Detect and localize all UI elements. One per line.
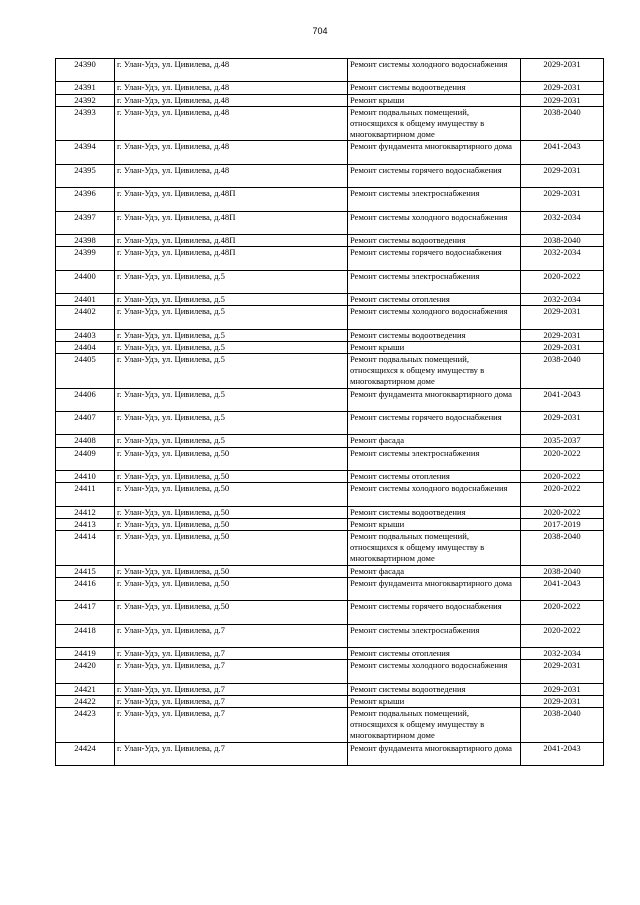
period-cell: 2020-2022: [521, 483, 604, 506]
row-id-cell: 24395: [56, 164, 115, 187]
address-cell: г. Улан-Удэ, ул. Цивилева, д.48: [115, 82, 348, 94]
row-id-cell: 24409: [56, 447, 115, 470]
address-cell: г. Улан-Удэ, ул. Цивилева, д.7: [115, 624, 348, 647]
period-cell: 2020-2022: [521, 506, 604, 518]
work-type-cell: Ремонт системы электроснабжения: [348, 270, 521, 293]
row-id-cell: 24416: [56, 577, 115, 600]
row-id-cell: 24424: [56, 742, 115, 765]
period-cell: 2020-2022: [521, 601, 604, 624]
address-cell: г. Улан-Удэ, ул. Цивилева, д.7: [115, 707, 348, 742]
table-row: [56, 624, 604, 647]
address-cell: г. Улан-Удэ, ул. Цивилева, д.5: [115, 435, 348, 447]
work-type-cell: Ремонт подвальных помещений, относящихся к общему имуществу в многоквартирном доме: [348, 707, 521, 742]
table-row: [56, 293, 604, 305]
period-cell: 2041-2043: [521, 577, 604, 600]
address-cell: г. Улан-Удэ, ул. Цивилева, д.50: [115, 506, 348, 518]
period-cell: 2029-2031: [521, 59, 604, 82]
table-row: [56, 164, 604, 187]
row-id-cell: 24411: [56, 483, 115, 506]
work-type-cell: Ремонт крыши: [348, 341, 521, 353]
period-cell: 2020-2022: [521, 624, 604, 647]
period-cell: 2041-2043: [521, 141, 604, 164]
address-cell: г. Улан-Удэ, ул. Цивилева, д.48П: [115, 247, 348, 270]
table-row: [56, 188, 604, 211]
row-id-cell: 24408: [56, 435, 115, 447]
address-cell: г. Улан-Удэ, ул. Цивилева, д.5: [115, 411, 348, 434]
period-cell: 2020-2022: [521, 270, 604, 293]
period-cell: 2041-2043: [521, 388, 604, 411]
address-cell: г. Улан-Удэ, ул. Цивилева, д.48П: [115, 211, 348, 234]
work-type-cell: Ремонт фасада: [348, 565, 521, 577]
row-id-cell: 24415: [56, 565, 115, 577]
table-row: [56, 506, 604, 518]
table-row: [56, 94, 604, 106]
work-type-cell: Ремонт фасада: [348, 435, 521, 447]
work-type-cell: Ремонт крыши: [348, 695, 521, 707]
work-type-cell: Ремонт крыши: [348, 94, 521, 106]
row-id-cell: 24397: [56, 211, 115, 234]
period-cell: 2035-2037: [521, 435, 604, 447]
table-row: [56, 683, 604, 695]
table-row: [56, 530, 604, 565]
table-row: [56, 470, 604, 482]
address-cell: г. Улан-Удэ, ул. Цивилева, д.50: [115, 483, 348, 506]
period-cell: 2029-2031: [521, 82, 604, 94]
work-type-cell: Ремонт фундамента многоквартирного дома: [348, 577, 521, 600]
address-cell: г. Улан-Удэ, ул. Цивилева, д.48: [115, 106, 348, 141]
row-id-cell: 24406: [56, 388, 115, 411]
address-cell: г. Улан-Удэ, ул. Цивилева, д.5: [115, 306, 348, 329]
work-type-cell: Ремонт системы холодного водоснабжения: [348, 306, 521, 329]
work-type-cell: Ремонт системы холодного водоснабжения: [348, 483, 521, 506]
period-cell: 2038-2040: [521, 530, 604, 565]
address-cell: г. Улан-Удэ, ул. Цивилева, д.48: [115, 94, 348, 106]
row-id-cell: 24421: [56, 683, 115, 695]
address-cell: г. Улан-Удэ, ул. Цивилева, д.7: [115, 742, 348, 765]
row-id-cell: 24413: [56, 518, 115, 530]
row-id-cell: 24402: [56, 306, 115, 329]
address-cell: г. Улан-Удэ, ул. Цивилева, д.5: [115, 293, 348, 305]
period-cell: 2020-2022: [521, 447, 604, 470]
row-id-cell: 24404: [56, 341, 115, 353]
row-id-cell: 24394: [56, 141, 115, 164]
address-cell: г. Улан-Удэ, ул. Цивилева, д.5: [115, 270, 348, 293]
table-row: [56, 247, 604, 270]
row-id-cell: 24401: [56, 293, 115, 305]
work-type-cell: Ремонт крыши: [348, 518, 521, 530]
work-type-cell: Ремонт системы отопления: [348, 470, 521, 482]
period-cell: 2038-2040: [521, 234, 604, 246]
work-type-cell: Ремонт подвальных помещений, относящихся к общему имуществу в многоквартирном доме: [348, 353, 521, 388]
work-type-cell: Ремонт фундамента многоквартирного дома: [348, 742, 521, 765]
row-id-cell: 24420: [56, 660, 115, 683]
row-id-cell: 24392: [56, 94, 115, 106]
table-row: [56, 211, 604, 234]
period-cell: 2029-2031: [521, 306, 604, 329]
work-type-cell: Ремонт подвальных помещений, относящихся к общему имуществу в многоквартирном доме: [348, 106, 521, 141]
period-cell: 2029-2031: [521, 188, 604, 211]
table-row: [56, 306, 604, 329]
work-type-cell: Ремонт фундамента многоквартирного дома: [348, 141, 521, 164]
period-cell: 2029-2031: [521, 329, 604, 341]
row-id-cell: 24403: [56, 329, 115, 341]
period-cell: 2032-2034: [521, 247, 604, 270]
row-id-cell: 24407: [56, 411, 115, 434]
address-cell: г. Улан-Удэ, ул. Цивилева, д.48П: [115, 234, 348, 246]
row-id-cell: 24393: [56, 106, 115, 141]
table-row: [56, 742, 604, 765]
row-id-cell: 24423: [56, 707, 115, 742]
address-cell: г. Улан-Удэ, ул. Цивилева, д.7: [115, 660, 348, 683]
table-row: [56, 707, 604, 742]
row-id-cell: 24418: [56, 624, 115, 647]
work-type-cell: Ремонт системы горячего водоснабжения: [348, 247, 521, 270]
period-cell: 2029-2031: [521, 94, 604, 106]
period-cell: 2029-2031: [521, 411, 604, 434]
table-row: [56, 388, 604, 411]
table-row: [56, 435, 604, 447]
row-id-cell: 24396: [56, 188, 115, 211]
table-row: [56, 270, 604, 293]
period-cell: 2032-2034: [521, 647, 604, 659]
address-cell: г. Улан-Удэ, ул. Цивилева, д.50: [115, 565, 348, 577]
address-cell: г. Улан-Удэ, ул. Цивилева, д.5: [115, 388, 348, 411]
work-type-cell: Ремонт системы холодного водоснабжения: [348, 59, 521, 82]
table-row: [56, 82, 604, 94]
table-row: [56, 59, 604, 82]
work-type-cell: Ремонт системы холодного водоснабжения: [348, 660, 521, 683]
period-cell: 2038-2040: [521, 707, 604, 742]
table-row: [56, 695, 604, 707]
table-row: [56, 518, 604, 530]
table-row: [56, 660, 604, 683]
period-cell: 2029-2031: [521, 341, 604, 353]
period-cell: 2029-2031: [521, 683, 604, 695]
address-cell: г. Улан-Удэ, ул. Цивилева, д.7: [115, 695, 348, 707]
address-cell: г. Улан-Удэ, ул. Цивилева, д.50: [115, 577, 348, 600]
work-type-cell: Ремонт системы горячего водоснабжения: [348, 164, 521, 187]
table-row: [56, 577, 604, 600]
row-id-cell: 24398: [56, 234, 115, 246]
address-cell: г. Улан-Удэ, ул. Цивилева, д.5: [115, 329, 348, 341]
table-row: [56, 411, 604, 434]
work-type-cell: Ремонт системы горячего водоснабжения: [348, 601, 521, 624]
row-id-cell: 24405: [56, 353, 115, 388]
period-cell: 2029-2031: [521, 164, 604, 187]
work-type-cell: Ремонт системы отопления: [348, 647, 521, 659]
address-cell: г. Улан-Удэ, ул. Цивилева, д.50: [115, 447, 348, 470]
row-id-cell: 24399: [56, 247, 115, 270]
table-row: [56, 141, 604, 164]
row-id-cell: 24419: [56, 647, 115, 659]
period-cell: 2029-2031: [521, 660, 604, 683]
work-type-cell: Ремонт системы горячего водоснабжения: [348, 411, 521, 434]
address-cell: г. Улан-Удэ, ул. Цивилева, д.50: [115, 530, 348, 565]
row-id-cell: 24422: [56, 695, 115, 707]
work-type-cell: Ремонт системы водоотведения: [348, 82, 521, 94]
address-cell: г. Улан-Удэ, ул. Цивилева, д.48: [115, 59, 348, 82]
work-type-cell: Ремонт системы электроснабжения: [348, 188, 521, 211]
work-type-cell: Ремонт системы водоотведения: [348, 683, 521, 695]
address-cell: г. Улан-Удэ, ул. Цивилева, д.5: [115, 353, 348, 388]
address-cell: г. Улан-Удэ, ул. Цивилева, д.7: [115, 647, 348, 659]
table-row: [56, 353, 604, 388]
work-type-cell: Ремонт подвальных помещений, относящихся к общему имуществу в многоквартирном доме: [348, 530, 521, 565]
period-cell: 2038-2040: [521, 106, 604, 141]
work-type-cell: Ремонт фундамента многоквартирного дома: [348, 388, 521, 411]
work-type-cell: Ремонт системы электроснабжения: [348, 447, 521, 470]
address-cell: г. Улан-Удэ, ул. Цивилева, д.7: [115, 683, 348, 695]
table-row: [56, 647, 604, 659]
work-type-cell: Ремонт системы водоотведения: [348, 506, 521, 518]
work-type-cell: Ремонт системы водоотведения: [348, 234, 521, 246]
address-cell: г. Улан-Удэ, ул. Цивилева, д.48: [115, 141, 348, 164]
address-cell: г. Улан-Удэ, ул. Цивилева, д.50: [115, 470, 348, 482]
address-cell: г. Улан-Удэ, ул. Цивилева, д.48: [115, 164, 348, 187]
period-cell: 2038-2040: [521, 565, 604, 577]
row-id-cell: 24400: [56, 270, 115, 293]
period-cell: 2017-2019: [521, 518, 604, 530]
row-id-cell: 24412: [56, 506, 115, 518]
table-row: [56, 483, 604, 506]
row-id-cell: 24390: [56, 59, 115, 82]
table-row: [56, 447, 604, 470]
row-id-cell: 24410: [56, 470, 115, 482]
table-row: [56, 601, 604, 624]
address-cell: г. Улан-Удэ, ул. Цивилева, д.5: [115, 341, 348, 353]
capital-repair-table: [55, 58, 604, 766]
row-id-cell: 24391: [56, 82, 115, 94]
work-type-cell: Ремонт системы электроснабжения: [348, 624, 521, 647]
period-cell: 2032-2034: [521, 211, 604, 234]
work-type-cell: Ремонт системы холодного водоснабжения: [348, 211, 521, 234]
address-cell: г. Улан-Удэ, ул. Цивилева, д.50: [115, 601, 348, 624]
table-row: [56, 234, 604, 246]
address-cell: г. Улан-Удэ, ул. Цивилева, д.48П: [115, 188, 348, 211]
table-body: [56, 59, 604, 766]
table-row: [56, 565, 604, 577]
work-type-cell: Ремонт системы водоотведения: [348, 329, 521, 341]
period-cell: 2041-2043: [521, 742, 604, 765]
period-cell: 2032-2034: [521, 293, 604, 305]
page-number: 704: [312, 26, 328, 36]
row-id-cell: 24414: [56, 530, 115, 565]
period-cell: 2029-2031: [521, 695, 604, 707]
work-type-cell: Ремонт системы отопления: [348, 293, 521, 305]
period-cell: 2020-2022: [521, 470, 604, 482]
period-cell: 2038-2040: [521, 353, 604, 388]
address-cell: г. Улан-Удэ, ул. Цивилева, д.50: [115, 518, 348, 530]
table-row: [56, 329, 604, 341]
table-row: [56, 341, 604, 353]
row-id-cell: 24417: [56, 601, 115, 624]
table-row: [56, 106, 604, 141]
